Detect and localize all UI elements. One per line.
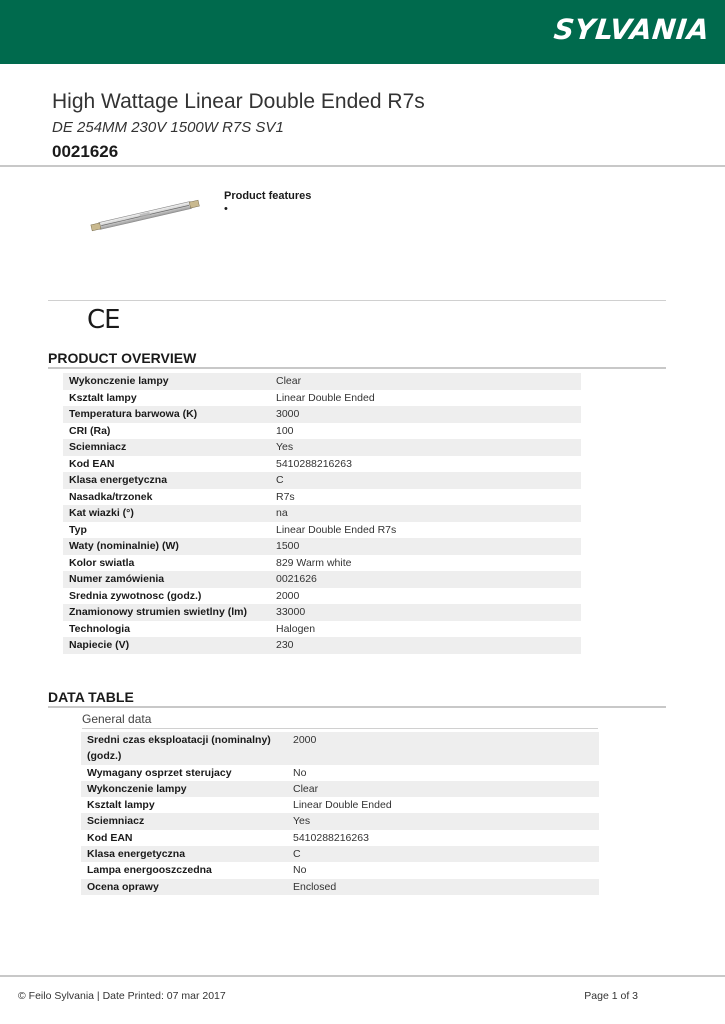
row-value: Enclosed — [287, 879, 599, 895]
row-label: Wykonczenie lampy — [81, 781, 287, 797]
row-label: Srednia zywotnosc (godz.) — [69, 589, 202, 602]
overview-table — [63, 373, 581, 654]
row-value: 3000 — [270, 406, 581, 423]
row-label: Temperatura barwowa (K) — [63, 406, 270, 423]
row-label: Nasadka/trzonek — [69, 490, 153, 503]
lamp-image — [82, 182, 208, 248]
footer-divider — [0, 975, 725, 977]
table-row — [63, 522, 581, 539]
features-divider — [48, 300, 666, 301]
product-features-bullet: • — [224, 203, 228, 215]
row-label: Numer zamówienia — [63, 571, 270, 588]
row-label: Wykonczenie lampy — [63, 373, 270, 390]
row-value: 0021626 — [270, 571, 581, 588]
table-row — [63, 538, 581, 555]
sylvania-logo: SYLVANIA — [551, 13, 711, 46]
overview-divider — [48, 367, 666, 369]
row-value: 829 Warm white — [276, 556, 352, 569]
table-row — [81, 830, 599, 846]
table-row — [63, 390, 581, 407]
product-subtitle: DE 254MM 230V 1500W R7S SV1 — [52, 119, 284, 136]
table-row — [81, 862, 599, 878]
row-label: Sciemniacz — [63, 439, 270, 456]
row-value: Yes — [287, 813, 599, 829]
row-label: Sciemniacz — [81, 813, 287, 829]
row-value: na — [270, 505, 581, 522]
row-label: Napiecie (V) — [63, 637, 270, 654]
row-label: Wymagany osprzet sterujacy — [87, 766, 232, 779]
row-label: Technologia — [69, 622, 131, 635]
row-value: Halogen — [276, 622, 316, 635]
row-value: Linear Double Ended — [276, 391, 375, 404]
row-value: Clear — [287, 781, 599, 797]
row-label: Waty (nominalnie) (W) — [63, 538, 270, 555]
row-value: 1500 — [270, 538, 581, 555]
general-data-divider — [82, 728, 598, 729]
footer-copyright: © Feilo Sylvania | Date Printed: 07 mar 2017 — [18, 990, 226, 1002]
row-value: No — [293, 864, 307, 877]
row-label: Znamionowy strumien swietlny (lm) — [63, 604, 270, 621]
table-row — [63, 423, 581, 440]
table-row — [81, 797, 599, 813]
row-value: C — [287, 846, 599, 862]
row-value: 5410288216263 — [293, 831, 369, 844]
row-value: 230 — [270, 637, 581, 654]
row-label: Ocena oprawy — [81, 879, 287, 895]
row-value: Linear Double Ended — [293, 799, 392, 812]
data-table-divider — [48, 706, 666, 708]
table-row — [81, 879, 599, 895]
table-row — [63, 621, 581, 638]
row-value: 2000 — [276, 589, 300, 602]
row-value: Yes — [270, 439, 581, 456]
row-label: Lampa energooszczedna — [87, 864, 212, 877]
row-label: Kolor swiatla — [69, 556, 135, 569]
row-label: Ksztalt lampy — [87, 799, 155, 812]
row-value: Linear Double Ended R7s — [276, 523, 397, 536]
row-label: Sredni czas eksploatacji (nominalny) (godz.) — [81, 732, 287, 765]
row-value: No — [293, 766, 307, 779]
row-value: 5410288216263 — [276, 457, 352, 470]
row-label: Kat wiazki (°) — [63, 505, 270, 522]
table-row — [63, 406, 581, 423]
row-value: Clear — [270, 373, 581, 390]
product-title: High Wattage Linear Double Ended R7s — [52, 90, 425, 113]
table-row — [63, 489, 581, 506]
header-divider — [0, 165, 725, 167]
overview-title: PRODUCT OVERVIEW — [48, 350, 197, 366]
table-row — [63, 555, 581, 572]
table-row — [63, 505, 581, 522]
row-value: C — [270, 472, 581, 489]
data-table-title: DATA TABLE — [48, 689, 134, 705]
row-value: R7s — [276, 490, 295, 503]
table-row — [63, 604, 581, 621]
table-row — [81, 813, 599, 829]
row-label: Klasa energetyczna — [81, 846, 287, 862]
table-row — [63, 637, 581, 654]
row-label: Typ — [69, 523, 87, 536]
table-row — [81, 846, 599, 862]
header-bar — [0, 0, 725, 64]
ce-mark-icon: CE — [87, 305, 120, 335]
table-row — [81, 781, 599, 797]
table-row — [63, 439, 581, 456]
page-number: Page 1 of 3 — [584, 990, 638, 1002]
row-label: Klasa energetyczna — [63, 472, 270, 489]
table-row — [81, 732, 599, 765]
general-data-heading: General data — [82, 712, 152, 726]
table-row — [63, 472, 581, 489]
row-value: 2000 — [287, 732, 599, 765]
table-row — [63, 373, 581, 390]
data-table — [81, 732, 599, 895]
row-label: Kod EAN — [87, 831, 133, 844]
product-features-title: Product features — [224, 190, 312, 202]
row-label: Ksztalt lampy — [69, 391, 137, 404]
table-row — [81, 765, 599, 781]
table-row — [63, 588, 581, 605]
row-label: Kod EAN — [69, 457, 115, 470]
table-row — [63, 571, 581, 588]
row-label: CRI (Ra) — [69, 424, 111, 437]
product-code: 0021626 — [52, 142, 119, 161]
table-row — [63, 456, 581, 473]
row-value: 33000 — [270, 604, 581, 621]
row-value: 100 — [276, 424, 294, 437]
